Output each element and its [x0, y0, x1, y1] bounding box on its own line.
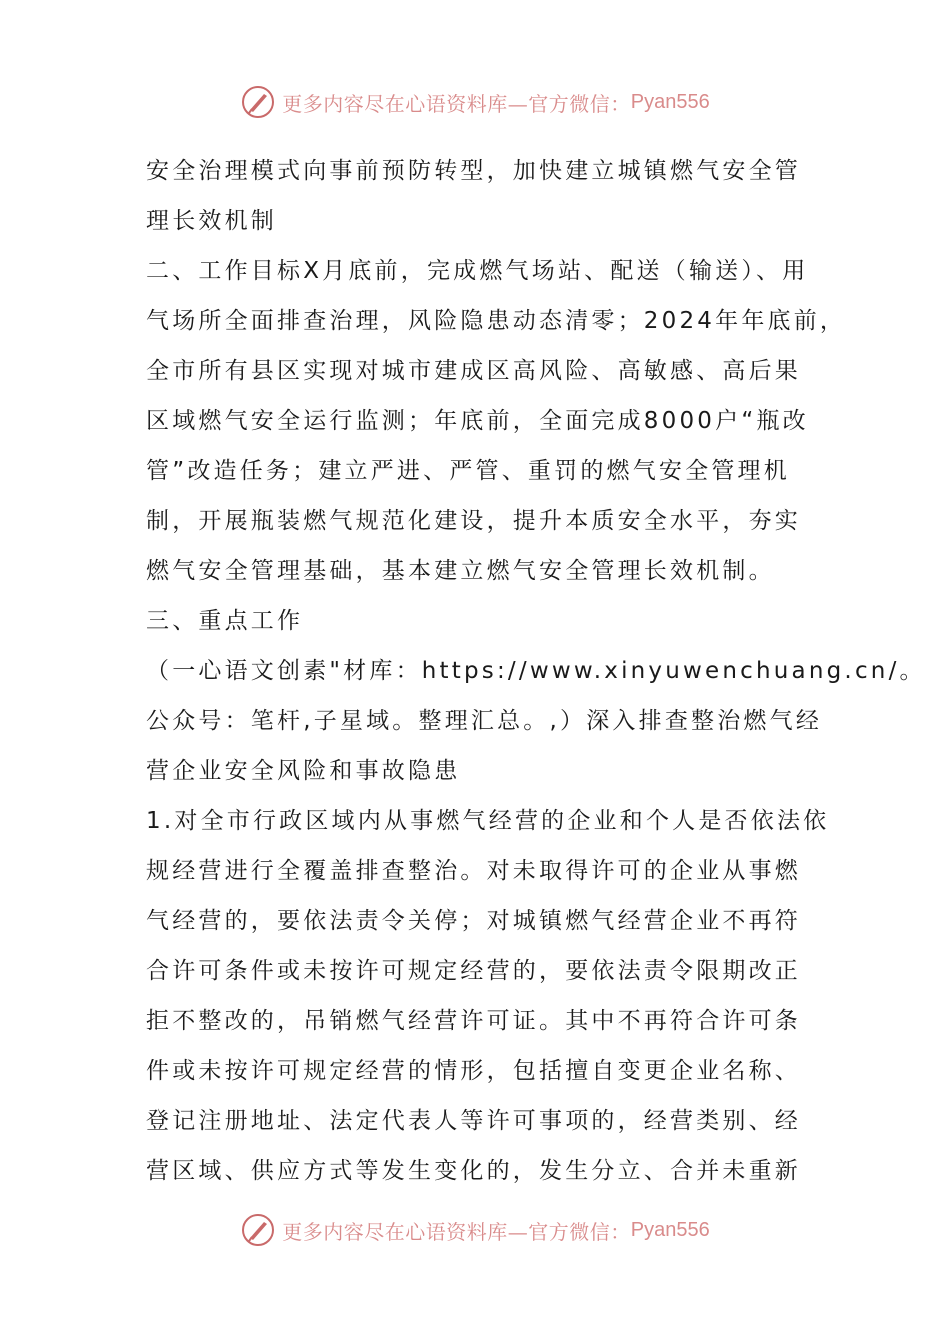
text-line: 拒不整改的，吊销燃气经营许可证。其中不再符合许可条 — [146, 1008, 801, 1034]
header-watermark — [0, 82, 950, 122]
document-body — [146, 146, 926, 1196]
text-line: 气经营的，要依法责令关停；对城镇燃气经营企业不再符 — [146, 908, 801, 934]
footer-watermark — [0, 1210, 950, 1250]
text-line: 燃气安全管理基础，基本建立燃气安全管理长效机制。 — [146, 558, 775, 584]
text-line: 理长效机制 — [146, 208, 277, 234]
text-line: 营区域、供应方式等发生变化的，发生分立、合并未重新 — [146, 1158, 801, 1184]
watermark-text: 更多内容尽在心语资料库—官方微信： — [282, 1219, 631, 1244]
watermark-id: Pyan556 — [630, 90, 710, 113]
text-line: 件或未按许可规定经营的情形，包括擅自变更企业名称、 — [146, 1058, 801, 1084]
text-line: 公众号：笔杆,子星域。整理汇总。,）深入排查整治燃气经 — [146, 708, 823, 734]
watermark-id: Pyan556 — [630, 1218, 710, 1241]
text-line: 安全治理模式向事前预防转型，加快建立城镇燃气安全管 — [146, 158, 801, 184]
text-line: （一心语文创素"材库：https://www.xinyuwenchuang.cn/。 — [146, 658, 926, 684]
quill-logo-icon — [240, 84, 276, 120]
text-line: 全市所有县区实现对城市建成区高风险、高敏感、高后果 — [146, 358, 801, 384]
text-line: 1.对全市行政区域内从事燃气经营的企业和个人是否依法依 — [146, 808, 830, 834]
text-line: 区域燃气安全运行监测；年底前，全面完成8000户“瓶改 — [146, 408, 809, 434]
text-line: 登记注册地址、法定代表人等许可事项的，经营类别、经 — [146, 1108, 801, 1134]
text-line: 合许可条件或未按许可规定经营的，要依法责令限期改正 — [146, 958, 801, 984]
text-line: 制，开展瓶装燃气规范化建设，提升本质安全水平，夯实 — [146, 508, 801, 534]
watermark-text: 更多内容尽在心语资料库—官方微信： — [282, 91, 631, 116]
text-line: 管”改造任务；建立严进、严管、重罚的燃气安全管理机 — [146, 458, 790, 484]
text-line: 气场所全面排查治理，风险隐患动态清零；2024年年底前， — [146, 308, 847, 334]
text-line: 二、工作目标X月底前，完成燃气场站、配送（输送）、用 — [146, 258, 809, 284]
quill-logo-icon — [240, 1212, 276, 1248]
text-line: 营企业安全风险和事故隐患 — [146, 758, 461, 784]
text-line: 规经营进行全覆盖排查整治。对未取得许可的企业从事燃 — [146, 858, 801, 884]
section-heading: 三、重点工作 — [146, 608, 304, 634]
